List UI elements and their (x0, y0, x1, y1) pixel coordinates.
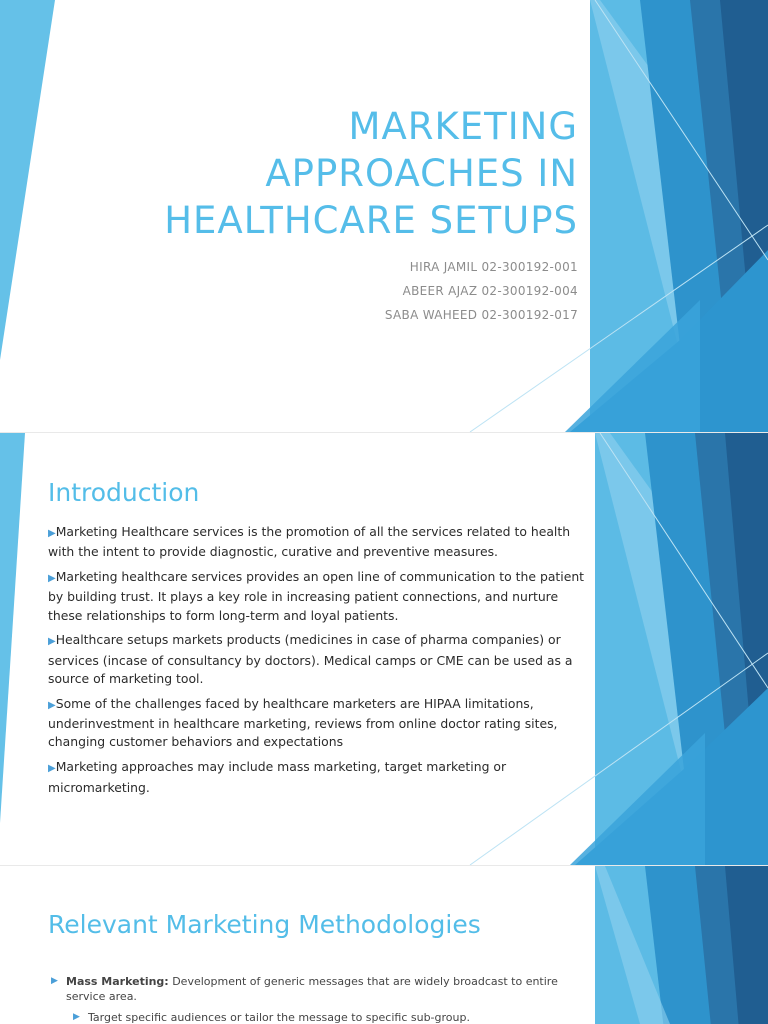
triangle-right-icon: ▶ (48, 699, 56, 711)
triangle-right-icon: ▶ (73, 1012, 80, 1022)
author-list (385, 259, 578, 331)
title-slide (0, 0, 768, 432)
sub-list-item (48, 1010, 568, 1024)
bullet-text: Marketing Healthcare services is the promotion of all the services related to health with the intent to provide diagnostic, curative and preventive measures. (48, 524, 571, 560)
slide-title: Introduction (48, 478, 200, 507)
list-item (48, 974, 568, 1004)
list-item (48, 758, 588, 797)
slide-title (58, 103, 578, 244)
item-text: Development of generic messages that are widely broadcast to entire service area. (66, 975, 558, 1003)
item-label: Mass Marketing: (66, 975, 169, 988)
list-item (48, 631, 588, 688)
author-entry: ABEER AJAZ 02-300192-004 (402, 284, 578, 298)
list-item (48, 695, 588, 752)
methodologies-slide (0, 866, 768, 1024)
title-line: MARKETING (348, 105, 578, 148)
triangle-right-icon: ▶ (51, 976, 58, 986)
bullet-text: Some of the challenges faced by healthcare marketers are HIPAA limitations, underinvestment in healthcare marketing, reviews from online doctor rating sites, changing customer behaviors and expectations (48, 695, 558, 750)
title-line: HEALTHCARE SETUPS (164, 199, 578, 242)
triangle-right-icon: ▶ (48, 528, 56, 539)
triangle-right-icon: ▶ (48, 573, 56, 585)
title-line: APPROACHES IN (265, 152, 578, 195)
bullet-list (48, 523, 588, 803)
list-item (48, 568, 588, 625)
triangle-right-icon: ▶ (48, 763, 56, 775)
introduction-slide (0, 433, 768, 865)
author-entry: HIRA JAMIL 02-300192-001 (409, 260, 578, 274)
bullet-list (48, 974, 568, 1024)
bullet-text: Healthcare setups markets products (medicines in case of pharma companies) or services (incase of consultancy by doctors). Medical camps or CME can be used as a source of marketing tool. (48, 632, 573, 687)
author-entry: SABA WAHEED 02-300192-017 (384, 308, 578, 322)
bullet-text: Marketing healthcare services provides an open line of communication to the patient by building trust. It plays a key role in increasing patient connections, and nurture these relationships to form long-term and loyal patients. (48, 569, 585, 623)
list-item (48, 523, 588, 562)
bullet-text: Marketing approaches may include mass marketing, target marketing or micromarketing. (48, 759, 507, 795)
triangle-right-icon: ▶ (48, 636, 56, 648)
sub-item-text: Target specific audiences or tailor the message to specific sub-group. (88, 1011, 470, 1024)
slide-title: Relevant Marketing Methodologies (48, 910, 481, 939)
